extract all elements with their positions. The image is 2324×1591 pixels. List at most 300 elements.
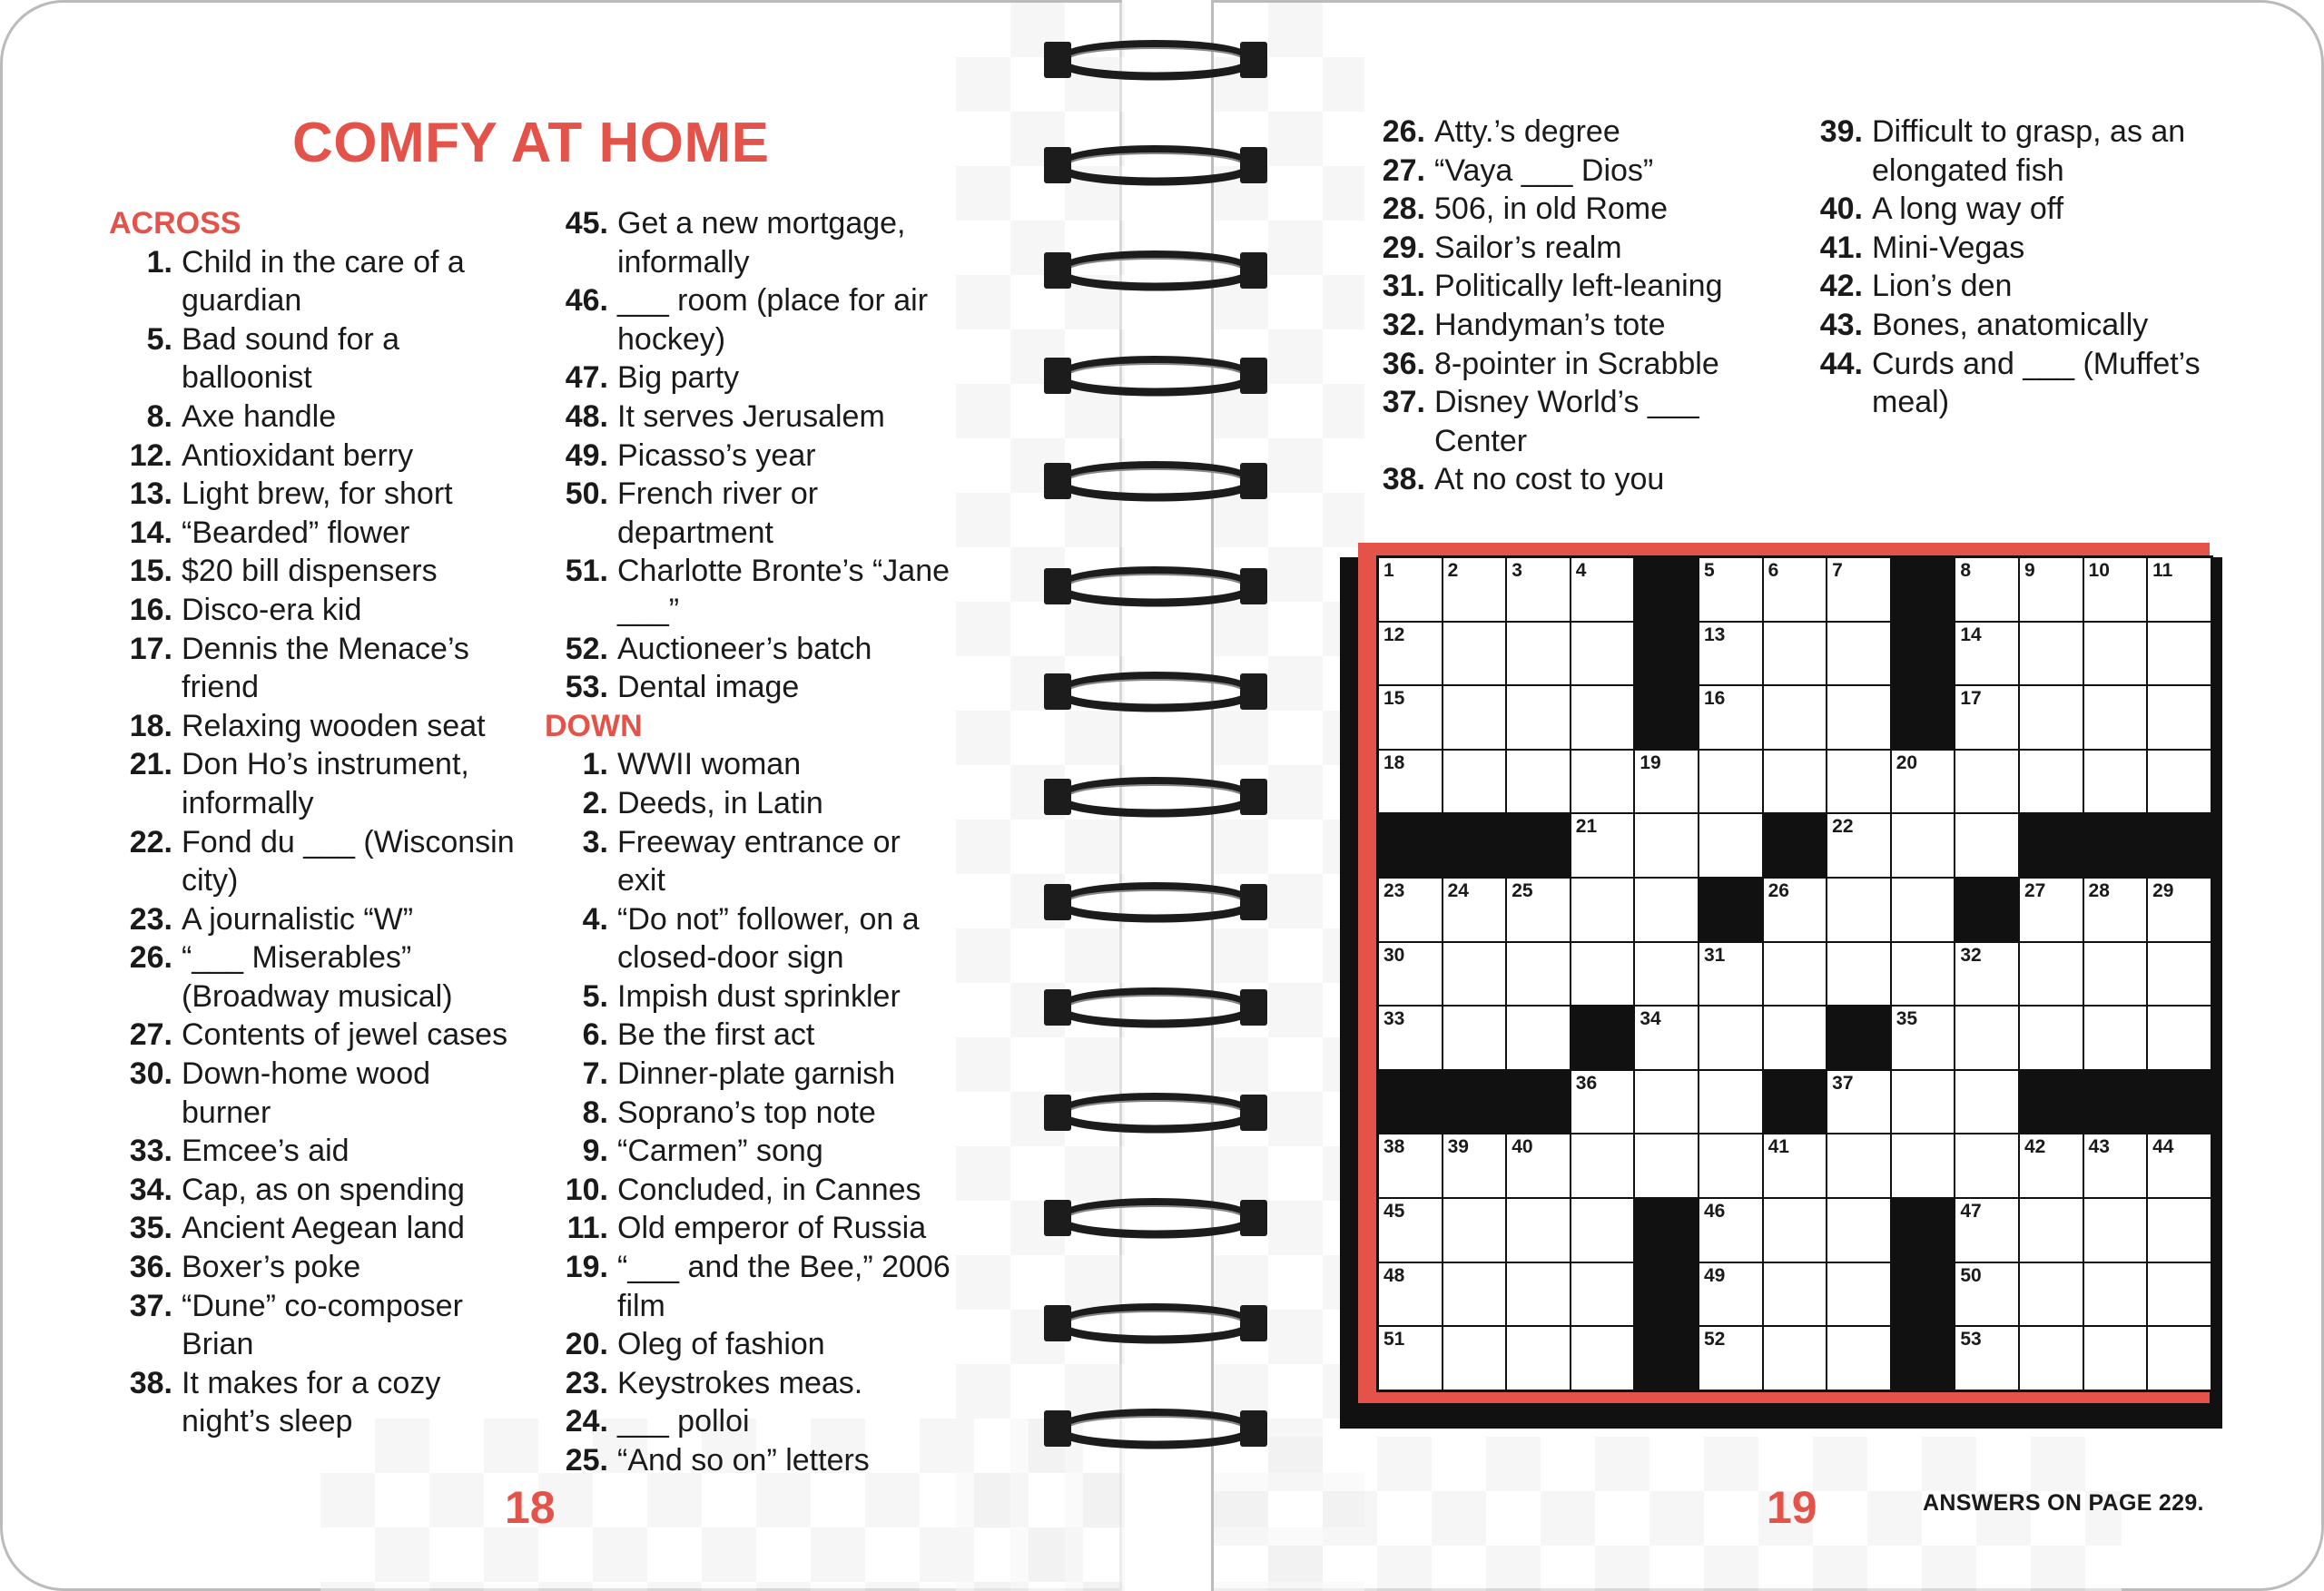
clue-text: Bones, anatomically [1872,307,2149,342]
grid-block [1891,1198,1955,1262]
cell-number: 8 [1960,560,1972,581]
clue-number: 36. [129,1250,172,1285]
grid-cell[interactable] [1955,1134,2019,1198]
grid-cell[interactable] [1827,1262,1891,1327]
grid-cell[interactable] [2147,1134,2211,1198]
cell-number: 41 [1768,1136,1789,1158]
cell-number: 47 [1960,1200,1982,1222]
grid-cell[interactable] [1827,685,1891,750]
grid-cell[interactable] [1891,878,1955,942]
grid-block [2083,1070,2148,1134]
clue-text: Charlotte Bronte’s “Jane ___” [617,554,950,627]
cell-number: 49 [1703,1264,1726,1286]
clue-number: 37. [129,1288,172,1323]
clue-text: Disney World’s ___ Center [1434,385,1699,458]
grid-cell[interactable] [2147,1006,2211,1070]
clue-text: “Do not” follower, on a closed-door sign [617,901,920,976]
cell-number: 11 [2152,560,2173,581]
grid-cell[interactable] [1443,557,1507,622]
grid-cell[interactable] [1571,878,1635,942]
grid-cell[interactable] [1699,622,1763,686]
clue-item [1362,113,1770,152]
grid-cell[interactable] [2083,750,2148,814]
clue-number: 27. [129,1017,172,1053]
clue-item [545,552,953,629]
page-number-left: 18 [505,1482,556,1533]
clue-item [109,1364,517,1441]
clue-number: 7. [582,1056,608,1092]
clue-text: Auctioneer’s batch [617,631,872,666]
grid-cell[interactable] [1634,1134,1699,1198]
grid-cell[interactable] [2083,1006,2148,1070]
grid-cell[interactable] [1827,1198,1891,1262]
clue-number: 46. [565,283,608,319]
grid-cell[interactable] [1378,878,1443,942]
grid-cell[interactable] [1634,750,1699,814]
clue-item [1362,306,1770,345]
binding-ring [1044,142,1267,189]
grid-cell[interactable] [1571,1134,1635,1198]
grid-cell[interactable] [1699,557,1763,622]
grid-cell[interactable] [1763,878,1827,942]
grid-cell[interactable] [1699,1262,1763,1327]
clue-number: 31. [1382,269,1425,304]
grid-cell[interactable] [1506,942,1571,1007]
grid-block [1634,557,1699,622]
grid-cell[interactable] [1378,685,1443,750]
clue-number: 19. [565,1250,608,1285]
grid-cell[interactable] [1443,750,1507,814]
clue-number: 43. [1819,307,1863,342]
grid-cell[interactable] [1571,813,1635,878]
clue-number: 9. [582,1134,608,1169]
grid-cell[interactable] [2019,557,2083,622]
grid-cell[interactable] [1763,1262,1827,1327]
grid-cell[interactable] [1378,557,1443,622]
clue-number: 37. [1382,385,1425,420]
grid-cell[interactable] [1571,557,1635,622]
binding-ring [1044,773,1267,820]
cell-number: 34 [1640,1008,1661,1030]
clue-item [1362,460,1770,499]
grid-cell[interactable] [1443,1134,1507,1198]
grid-cell[interactable] [2147,685,2211,750]
grid-cell[interactable] [2147,1198,2211,1262]
grid-cell[interactable] [1443,1326,1507,1390]
binding-ring [1044,352,1267,399]
clue-item [545,1402,953,1441]
grid-cell[interactable] [1634,813,1699,878]
clue-number: 39. [1819,114,1863,149]
grid-block [1443,1070,1507,1134]
across-clue-list-continued [545,204,953,707]
grid-cell[interactable] [1763,557,1827,622]
grid-cell[interactable] [1443,1198,1507,1262]
grid-cell[interactable] [2019,1326,2083,1390]
grid-cell[interactable] [1634,1070,1699,1134]
down-column-3 [1362,113,1770,499]
grid-cell[interactable] [1699,1326,1763,1390]
grid-cell[interactable] [2083,878,2148,942]
grid-cell[interactable] [1891,942,1955,1007]
grid-cell[interactable] [1571,1198,1635,1262]
cell-number: 44 [2152,1136,2174,1158]
clue-item [109,320,517,398]
grid-cell[interactable] [2019,1262,2083,1327]
clue-text: Atty.’s degree [1434,114,1620,149]
cell-number: 52 [1703,1329,1726,1350]
clue-text: Disco-era kid [182,592,362,627]
grid-cell[interactable] [1571,942,1635,1007]
cell-number: 35 [1896,1008,1918,1030]
grid-cell[interactable] [1955,685,2019,750]
grid-cell[interactable] [1827,878,1891,942]
down-column-4 [1799,113,2226,422]
grid-cell[interactable] [2147,1262,2211,1327]
grid-cell[interactable] [2019,685,2083,750]
grid-cell[interactable] [1955,1070,2019,1134]
clue-text: Politically left-leaning [1434,269,1723,304]
clue-item [109,745,517,822]
grid-cell[interactable] [2147,750,2211,814]
clue-item [545,1171,953,1210]
grid-cell[interactable] [2083,1198,2148,1262]
grid-cell[interactable] [1506,1326,1571,1390]
clue-item [545,475,953,552]
grid-cell[interactable] [1763,1198,1827,1262]
grid-block [2019,813,2083,878]
grid-cell[interactable] [1378,1134,1443,1198]
clue-number: 47. [565,360,608,396]
grid-cell[interactable] [2147,622,2211,686]
grid-cell[interactable] [1699,1198,1763,1262]
grid-cell[interactable] [2083,942,2148,1007]
clue-item [545,1132,953,1171]
clue-item [1362,383,1770,460]
cell-number: 32 [1960,944,1982,966]
grid-block [1891,1326,1955,1390]
grid-cell[interactable] [2019,622,2083,686]
clue-number: 49. [565,437,608,473]
grid-cell[interactable] [1506,622,1571,686]
grid-cell[interactable] [1699,685,1763,750]
clue-number: 8. [146,398,172,434]
grid-block [1891,1262,1955,1327]
cell-number: 23 [1384,879,1405,901]
clue-item [545,630,953,669]
clue-text: Child in the care of a guardian [182,244,465,319]
grid-cell[interactable] [1506,685,1571,750]
clue-item [1799,229,2226,268]
grid-cell[interactable] [1955,1006,2019,1070]
clue-text: ___ room (place for air hockey) [617,283,929,357]
grid-cell[interactable] [1699,1006,1763,1070]
clue-item [545,745,953,784]
clue-number: 22. [129,824,172,859]
grid-cell[interactable] [1699,942,1763,1007]
grid-cell[interactable] [1506,1134,1571,1198]
clue-item [1362,152,1770,191]
grid-cell[interactable] [1378,1006,1443,1070]
grid-block [1506,1070,1571,1134]
grid-cell[interactable] [2019,1134,2083,1198]
clue-text: Axe handle [182,398,337,434]
grid-cell[interactable] [1827,1070,1891,1134]
clue-number: 32. [1382,307,1425,342]
grid-cell[interactable] [2019,878,2083,942]
grid-cell[interactable] [1571,685,1635,750]
clue-item [109,398,517,437]
grid-cell[interactable] [2147,557,2211,622]
grid-cell[interactable] [1506,1006,1571,1070]
grid-cell[interactable] [1763,942,1827,1007]
clue-number: 4. [582,901,608,937]
across-clue-list [109,243,517,1441]
grid-cell[interactable] [1955,813,2019,878]
grid-cell[interactable] [1571,1070,1635,1134]
grid-cell[interactable] [1763,685,1827,750]
clue-number: 5. [146,321,172,357]
cell-number: 50 [1960,1264,1982,1286]
grid-cell[interactable] [1378,622,1443,686]
grid-cell[interactable] [2019,1006,2083,1070]
binding-ring [1044,247,1267,294]
binding-ring [1044,1089,1267,1136]
grid-cell[interactable] [2147,1326,2211,1390]
grid-cell[interactable] [1763,1134,1827,1198]
clue-text: Antioxidant berry [182,437,414,473]
grid-cell[interactable] [1443,622,1507,686]
grid-cell[interactable] [2083,622,2148,686]
grid-cell[interactable] [1827,942,1891,1007]
clue-text: “Vaya ___ Dios” [1434,152,1654,188]
grid-cell[interactable] [1955,1262,2019,1327]
clue-number: 23. [129,901,172,937]
grid-cell[interactable] [1763,622,1827,686]
cell-number: 30 [1384,944,1405,966]
clue-item [1799,345,2226,422]
clue-item [109,900,517,939]
grid-cell[interactable] [1827,557,1891,622]
clue-text: It serves Jerusalem [617,398,885,434]
grid-cell[interactable] [1827,750,1891,814]
clue-number: 35. [129,1211,172,1246]
cell-number: 7 [1832,560,1843,581]
grid-cell[interactable] [2019,1198,2083,1262]
clue-number: 10. [565,1172,608,1207]
clue-column-2 [545,204,953,1480]
grid-block [1891,557,1955,622]
clue-item [1799,113,2226,190]
clue-text: Big party [617,360,740,396]
cell-number: 2 [1447,560,1459,581]
puzzle-title: COMFY AT HOME [292,112,770,174]
down-clue-list-continued [1799,113,2226,422]
grid-block [1634,622,1699,686]
cell-number: 22 [1832,816,1854,838]
clue-number: 1. [146,244,172,280]
grid-cell[interactable] [1763,750,1827,814]
down-clue-list-continued [1362,113,1770,499]
clue-number: 44. [1819,346,1863,381]
clue-number: 38. [129,1365,172,1400]
grid-cell[interactable] [1571,1262,1635,1327]
grid-cell[interactable] [1891,750,1955,814]
grid-block [1634,1262,1699,1327]
clue-text: French river or department [617,476,819,550]
grid-cell[interactable] [2147,878,2211,942]
grid-cell[interactable] [1506,1262,1571,1327]
grid-cell[interactable] [2147,942,2211,1007]
grid-cell[interactable] [1378,1326,1443,1390]
clue-item [109,1209,517,1248]
grid-cell[interactable] [1699,1070,1763,1134]
grid-cell[interactable] [1506,557,1571,622]
clue-number: 6. [582,1017,608,1053]
grid-cell[interactable] [1571,1326,1635,1390]
clue-number: 20. [565,1327,608,1362]
clue-number: 17. [129,631,172,666]
clue-number: 42. [1819,269,1863,304]
grid-cell[interactable] [1634,878,1699,942]
clue-text: Get a new mortgage, informally [617,206,906,280]
grid-cell[interactable] [1699,813,1763,878]
clue-text: “___ Miserables” (Broadway musical) [182,940,453,1014]
grid-cell[interactable] [1955,557,2019,622]
grid-cell[interactable] [2019,942,2083,1007]
grid-cell[interactable] [1443,942,1507,1007]
grid-cell[interactable] [1378,750,1443,814]
grid-cell[interactable] [1443,1006,1507,1070]
clue-text: “Carmen” song [617,1134,823,1169]
clue-text: Be the first act [617,1017,815,1053]
grid-cell[interactable] [1891,1134,1955,1198]
clue-number: 26. [129,940,172,976]
clue-number: 25. [565,1443,608,1478]
grid-cell[interactable] [1955,622,2019,686]
clue-text: Light brew, for short [182,476,453,512]
grid-block [1506,813,1571,878]
grid-cell[interactable] [1506,878,1571,942]
clue-text: Down-home wood burner [182,1056,431,1130]
clue-number: 24. [565,1404,608,1439]
cell-number: 39 [1447,1136,1469,1158]
clue-number: 15. [129,554,172,589]
grid-cell[interactable] [1763,1006,1827,1070]
grid-block [1378,813,1443,878]
clue-text: Soprano’s top note [617,1095,876,1130]
grid-cell[interactable] [1955,1198,2019,1262]
clue-item [109,243,517,320]
grid-cell[interactable] [1571,750,1635,814]
clue-text: Old emperor of Russia [617,1211,927,1246]
grid-cell[interactable] [1506,750,1571,814]
grid-cell[interactable] [1378,1198,1443,1262]
clue-text: ___ polloi [617,1404,750,1439]
cell-number: 42 [2024,1136,2046,1158]
clue-number: 1. [582,747,608,782]
grid-cell[interactable] [2019,750,2083,814]
grid-cell[interactable] [2083,1262,2148,1327]
grid-cell[interactable] [1891,1070,1955,1134]
clue-item [545,1209,953,1248]
grid-cell[interactable] [1763,1326,1827,1390]
clue-number: 16. [129,592,172,627]
clue-number: 26. [1382,114,1425,149]
clue-item [109,1055,517,1132]
clue-item [545,1325,953,1364]
binding-ring [1044,984,1267,1031]
grid-cell[interactable] [1891,813,1955,878]
grid-cell[interactable] [1699,1134,1763,1198]
clue-item [109,591,517,630]
grid-cell[interactable] [1891,1006,1955,1070]
cell-number: 26 [1768,879,1789,901]
clue-text: 506, in old Rome [1434,192,1669,227]
grid-block [1443,813,1507,878]
cell-number: 15 [1384,688,1405,710]
grid-cell[interactable] [1443,878,1507,942]
grid-cell[interactable] [1955,1326,2019,1390]
grid-cell[interactable] [2083,1326,2148,1390]
clue-item [1799,306,2226,345]
grid-cell[interactable] [1827,1326,1891,1390]
clue-text: Bad sound for a balloonist [182,321,400,396]
cell-number: 10 [2088,560,2110,581]
cell-number: 51 [1384,1329,1405,1350]
clue-text: A journalistic “W” [182,901,414,937]
clue-text: Oleg of fashion [617,1327,825,1362]
clue-item [109,707,517,746]
grid-cell[interactable] [1699,750,1763,814]
cell-number: 27 [2024,879,2046,901]
grid-cell[interactable] [1443,1262,1507,1327]
clue-item [109,1016,517,1055]
clue-text: Deeds, in Latin [617,785,823,820]
grid-block [1891,622,1955,686]
clue-text: Keystrokes meas. [617,1365,863,1400]
grid-cell[interactable] [1506,1198,1571,1262]
binding-ring [1044,36,1267,83]
grid-cell[interactable] [1378,1262,1443,1327]
cell-number: 38 [1384,1136,1405,1158]
grid-cell[interactable] [1634,942,1699,1007]
grid-cell[interactable] [1571,622,1635,686]
grid-cell[interactable] [1827,622,1891,686]
binding-ring [1044,1405,1267,1452]
cell-number: 43 [2088,1136,2110,1158]
grid-cell[interactable] [1955,942,2019,1007]
grid-cell[interactable] [2083,685,2148,750]
cell-number: 18 [1384,751,1405,773]
grid-cell[interactable] [1443,685,1507,750]
cell-number: 24 [1447,879,1469,901]
grid-cell[interactable] [1634,1006,1699,1070]
binding-ring [1044,1194,1267,1242]
grid-cell[interactable] [1955,750,2019,814]
across-column-1 [109,204,517,1441]
cell-number: 45 [1384,1200,1405,1222]
grid-cell[interactable] [1378,942,1443,1007]
clue-text: Lion’s den [1872,269,2013,304]
grid-cell[interactable] [2083,557,2148,622]
grid-cell[interactable] [2083,1134,2148,1198]
grid-cell[interactable] [1827,1134,1891,1198]
clue-text: Sailor’s realm [1434,230,1622,265]
clue-item [545,437,953,476]
grid-cell[interactable] [1827,813,1891,878]
clue-number: 33. [129,1134,172,1169]
